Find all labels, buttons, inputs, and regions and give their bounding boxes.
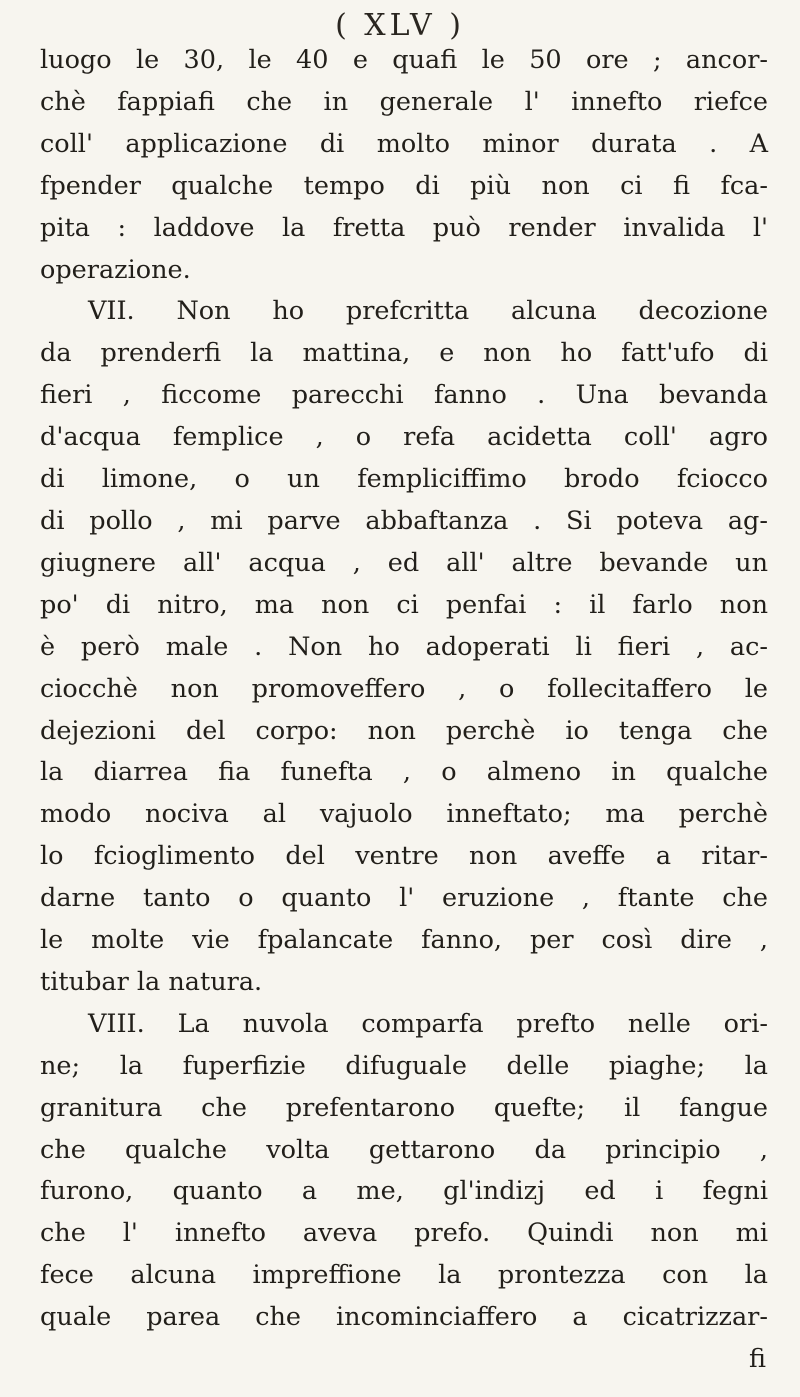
text-line: d'acqua femplice , o refa acidetta coll' agro (40, 422, 768, 453)
text-line: ciocchè non promoveffero , o follecitaffero le (40, 673, 768, 704)
text-line: furono, quanto a me, gl'indizj ed i fegni (40, 1176, 768, 1207)
text-line: che l' innefto aveva prefo. Quindi non mi (40, 1218, 768, 1249)
text-line: giugnere all' acqua , ed all' altre bevande un (40, 547, 768, 578)
text-line: di limone, o un fempliciffimo brodo fciocco (40, 464, 768, 495)
text-line: lo fcioglimento del ventre non aveffe a ritar- (40, 841, 768, 872)
text-line: la diarrea fia funefta , o almeno in qualche (40, 757, 768, 788)
text-line: fpender qualche tempo di più non ci fi fca- (40, 170, 768, 201)
text-line: titubar la natura. (40, 966, 263, 997)
page-body (40, 40, 768, 1381)
text-line: fieri , ficcome parecchi fanno . Una bevanda (40, 380, 768, 411)
text-line: coll' applicazione di molto minor durata . A (40, 128, 768, 159)
text-line: pita : laddove la fretta può render invalida l' (40, 212, 768, 243)
text-line: po' di nitro, ma non ci penfai : il farlo non (40, 589, 768, 620)
text-line: operazione. (40, 254, 191, 285)
text-line: di pollo , mi parve abbaftanza . Si poteva ag- (40, 505, 768, 536)
text-line: da prenderfi la mattina, e non ho fatt'ufo di (40, 338, 768, 369)
text-line: quale parea che incominciaffero a cicatrizzar- (40, 1302, 768, 1333)
text-line: fece alcuna impreffione la prontezza con la (40, 1260, 768, 1291)
catchword: fi (748, 1344, 766, 1375)
text-line: granitura che prefentarono quefte; il fangue (40, 1092, 768, 1123)
text-line: chè fappiafi che in generale l' innefto riefce (40, 86, 768, 117)
text-line: le molte vie fpalancate fanno, per così dire , (40, 925, 768, 956)
text-line: modo nociva al vajuolo inneftato; ma perchè (40, 799, 768, 830)
text-line: darne tanto o quanto l' eruzione , ftante che (40, 883, 768, 914)
running-head: ( XLV ) (335, 8, 465, 43)
section-viii-start: VIII. La nuvola comparfa prefto nelle ori- (88, 1008, 768, 1039)
text-line: che qualche volta gettarono da principio , (40, 1134, 768, 1165)
text-line: ne; la fuperfizie difuguale delle piaghe; la (40, 1050, 768, 1081)
section-vii-start: VII. Non ho prefcritta alcuna decozione (88, 296, 768, 327)
text-line: luogo le 30, le 40 e quafi le 50 ore ; ancor- (40, 45, 768, 75)
text-line: dejezioni del corpo: non perchè io tenga che (40, 715, 768, 746)
text-line: è però male . Non ho adoperati li fieri , ac- (40, 631, 768, 662)
